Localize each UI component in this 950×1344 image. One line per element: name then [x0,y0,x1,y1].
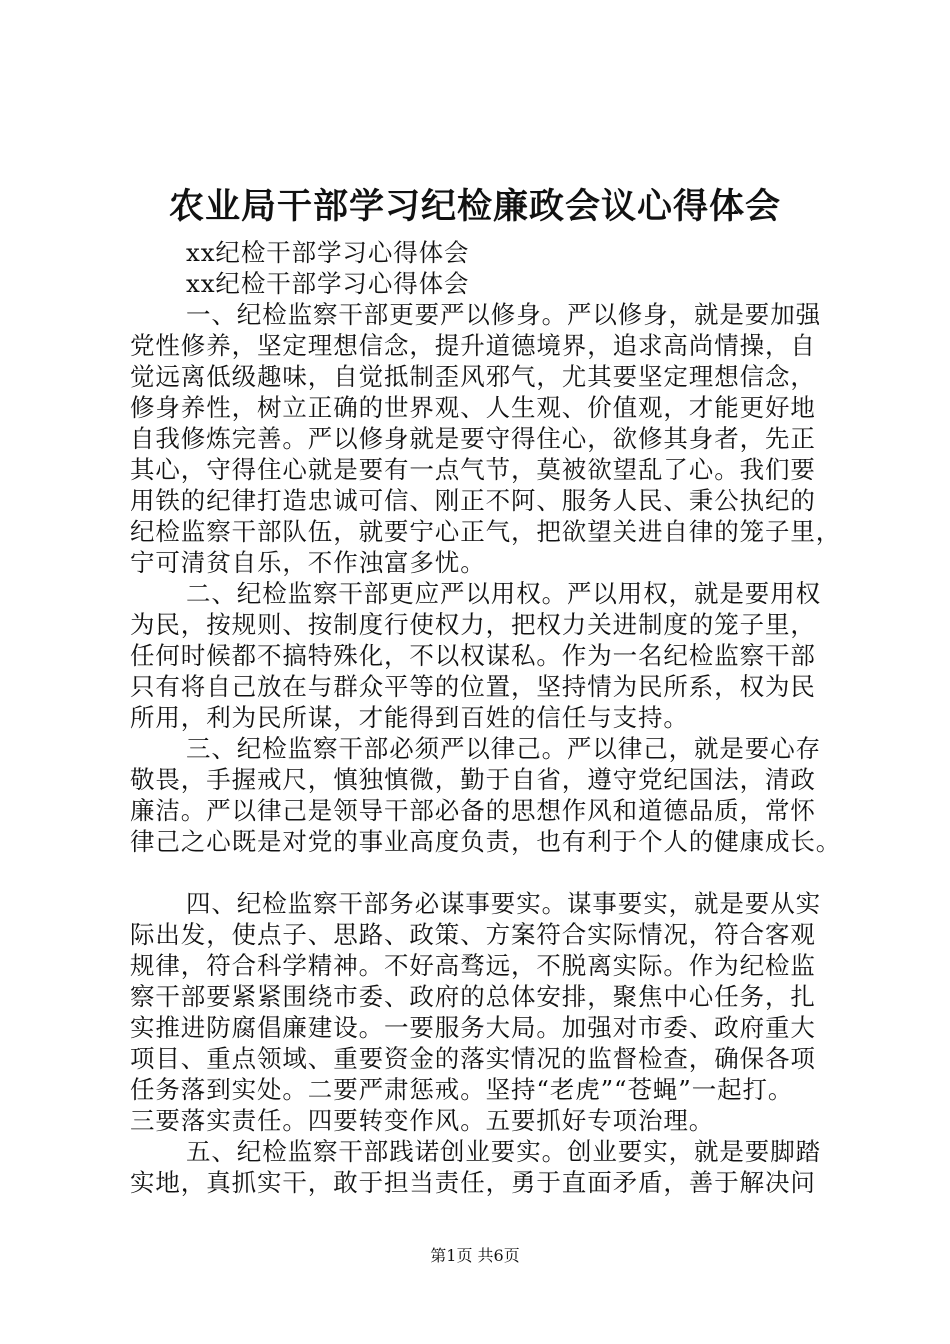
document-title: 农业局干部学习纪检廉政会议心得体会 [168,186,781,227]
paragraph-line: 宁可清贫自乐，不作浊富多忧。 [130,548,486,577]
paragraph-line: 五、纪检监察干部践诺创业要实。创业要实，就是要脚踏 [186,1137,821,1166]
paragraph-line: 三、纪检监察干部必须严以律己。严以律己，就是要心存 [186,734,821,763]
paragraph-line: 四、纪检监察干部务必谋事要实。谋事要实，就是要从实 [186,889,821,918]
paragraph-line: 任何时候都不搞特殊化，不以权谋私。作为一名纪检监察干部 [130,641,816,670]
paragraph-line: 纪检监察干部队伍，就要宁心正气，把欲望关进自律的笼子里， [130,517,842,546]
page-number-footer: 第1页 共6页 [430,1246,520,1265]
paragraph-line: 任务落到实处。二要严肃惩戒。坚持“老虎”“苍蝇”一起打。 [130,1075,794,1104]
paragraph-line: 廉洁。严以律己是领导干部必备的思想作风和道德品质，常怀 [130,796,816,825]
paragraph-line: 际出发，使点子、思路、政策、方案符合实际情况，符合客观 [130,920,816,949]
document-body [130,237,850,1198]
paragraph-line: 实推进防腐倡廉建设。一要服务大局。加强对市委、政府重大 [130,1013,816,1042]
paragraph-line: 实地，真抓实干，敢于担当责任，勇于直面矛盾，善于解决问 [130,1168,816,1197]
paragraph-line: 其心，守得住心就是要有一点气节，莫被欲望乱了心。我们要 [130,455,816,484]
paragraph-line: 敬畏，手握戒尺，慎独慎微，勤于自省，遵守党纪国法，清政 [130,765,816,794]
paragraph-line: 用铁的纪律打造忠诚可信、刚正不阿、服务人民、秉公执纪的 [130,486,816,515]
paragraph-line: 规律，符合科学精神。不好高骛远，不脱离实际。作为纪检监 [130,951,816,980]
paragraph-line: 二、纪检监察干部更应严以用权。严以用权，就是要用权 [186,579,821,608]
paragraph-line: 自我修炼完善。严以修身就是要守得住心，欲修其身者，先正 [130,424,816,453]
paragraph-line: 察干部要紧紧围绕市委、政府的总体安排，聚焦中心任务，扎 [130,982,816,1011]
paragraph-line: 党性修养，坚定理想信念，提升道德境界，追求高尚情操，自 [130,331,816,360]
blank-line [130,857,850,888]
paragraph-line: 律己之心既是对党的事业高度负责，也有利于个人的健康成长。 [130,827,842,856]
paragraph-line: 觉远离低级趣味，自觉抵制歪风邪气，尤其要坚定理想信念， [130,362,816,391]
paragraph-line: 修身养性，树立正确的世界观、人生观、价值观，才能更好地 [130,393,816,422]
paragraph-line: 所用，利为民所谋，才能得到百姓的信任与支持。 [130,703,689,732]
paragraph-line: 为民，按规则、按制度行使权力，把权力关进制度的笼子里， [130,610,816,639]
paragraph-line: 三要落实责任。四要转变作风。五要抓好专项治理。 [130,1106,715,1135]
paragraph-line: 一、纪检监察干部更要严以修身。严以修身，就是要加强 [186,300,821,329]
subtitle-line: xx纪检干部学习心得体会 [186,238,470,267]
subtitle-line: xx纪检干部学习心得体会 [186,269,470,298]
paragraph-line: 只有将自己放在与群众平等的位置，坚持情为民所系，权为民 [130,672,816,701]
paragraph-line: 项目、重点领域、重要资金的落实情况的监督检查，确保各项 [130,1044,816,1073]
